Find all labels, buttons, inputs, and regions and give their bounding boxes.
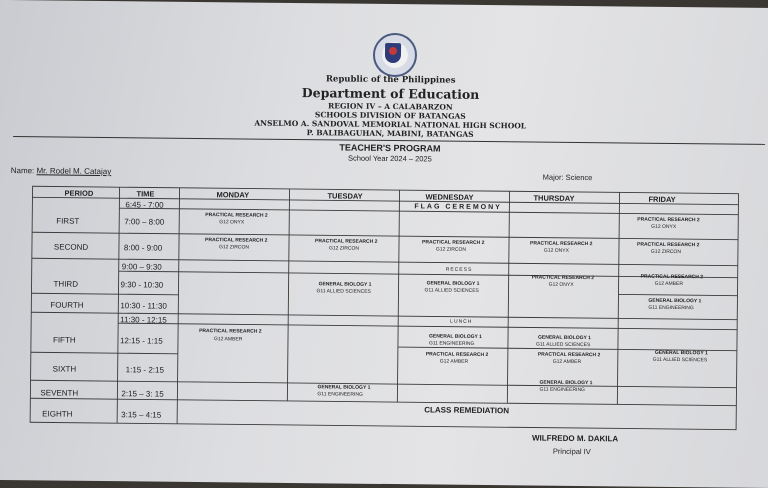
- lunch-band: LUNCH: [450, 318, 473, 325]
- class-section: G12 AMBER: [213, 336, 243, 343]
- class-remediation-band: CLASS REMEDIATION: [424, 405, 510, 416]
- header-division: SCHOOLS DIVISION OF BATANGAS: [314, 110, 466, 121]
- time-slot: 9:00 – 9:30: [121, 262, 162, 272]
- principal-position: Principal IV: [552, 446, 591, 457]
- class-section: G12 ZIRCON: [435, 246, 466, 253]
- col-header-tuesday: TUESDAY: [327, 191, 363, 201]
- header-republic: Republic of the Philippines: [325, 74, 456, 86]
- class-subject: PRACTICAL RESEARCH 2: [314, 238, 378, 245]
- flag-ceremony-band: FLAG CEREMONY: [414, 203, 502, 212]
- class-subject: GENERAL BIOLOGY 1: [539, 379, 593, 387]
- class-section: G11 ALLIED SCIENCES: [652, 356, 708, 364]
- time-slot: 10:30 - 11:30: [120, 301, 167, 311]
- school-year: School Year 2024 – 2025: [347, 153, 432, 164]
- class-subject: GENERAL BIOLOGY 1: [429, 333, 482, 340]
- class-subject: PRACTICAL RESEARCH 2: [529, 240, 593, 248]
- class-subject: PRACTICAL RESEARCH 2: [636, 241, 700, 249]
- class-subject: PRACTICAL RESEARCH 2: [199, 328, 262, 335]
- class-subject: PRACTICAL RESEARCH 2: [204, 237, 268, 244]
- class-section: G12 ZIRCON: [650, 248, 681, 256]
- period-eighth: EIGHTH: [42, 409, 73, 419]
- name-label: Name:: [10, 166, 35, 176]
- class-subject: GENERAL BIOLOGY 1: [537, 334, 591, 342]
- col-header-friday: FRIDAY: [648, 194, 676, 204]
- class-section: G12 ONYX: [651, 223, 677, 231]
- col-header-thursday: THURSDAY: [533, 193, 575, 203]
- major-field: Major: Science: [542, 172, 593, 183]
- class-section: G11 ALLIED SCIENCES: [316, 288, 371, 295]
- col-header-wednesday: WEDNESDAY: [425, 192, 474, 202]
- period-first: FIRST: [56, 216, 80, 226]
- principal-name: WILFREDO M. DAKILA: [531, 433, 619, 444]
- class-section: G12 ONYX: [548, 281, 574, 288]
- class-section: G11 ENGINEERING: [428, 340, 475, 347]
- class-subject: PRACTICAL RESEARCH 2: [637, 216, 700, 224]
- col-header-monday: MONDAY: [216, 190, 250, 200]
- class-section: G12 AMBER: [654, 280, 683, 288]
- header-address: P. BALIBAGUHAN, MABINI, BATANGAS: [306, 128, 474, 139]
- class-section: G12 ZIRCON: [328, 245, 359, 252]
- period-second: SECOND: [53, 242, 89, 252]
- class-subject: GENERAL BIOLOGY 1: [317, 384, 371, 391]
- time-slot: 6:45 - 7:00: [125, 200, 164, 210]
- class-subject: GENERAL BIOLOGY 1: [654, 349, 708, 357]
- class-subject: PRACTICAL RESEARCH 2: [640, 273, 704, 281]
- class-subject: GENERAL BIOLOGY 1: [648, 297, 702, 305]
- class-section: G12 ONYX: [219, 219, 245, 226]
- header-region: REGION IV – A CALABARZON: [328, 101, 453, 112]
- class-section: G12 AMBER: [552, 358, 582, 366]
- class-section: G11 ENGINEERING: [317, 391, 363, 398]
- time-slot: 1:15 - 2:15: [125, 365, 164, 375]
- class-subject: GENERAL BIOLOGY 1: [426, 280, 480, 287]
- class-subject: PRACTICAL RESEARCH 2: [205, 212, 268, 219]
- period-seventh: SEVENTH: [40, 388, 79, 398]
- program-title: TEACHER'S PROGRAM: [339, 142, 441, 154]
- time-slot: 3:15 – 4:15: [121, 410, 162, 420]
- class-subject: PRACTICAL RESEARCH 2: [531, 274, 595, 282]
- class-section: G11 ALLIED SCIENCES: [535, 341, 591, 349]
- time-slot: 2:15 – 3: 15: [121, 389, 164, 399]
- class-section: G12 AMBER: [439, 358, 469, 365]
- header-department: Department of Education: [301, 85, 480, 102]
- period-sixth: SIXTH: [52, 364, 77, 374]
- col-header-period: PERIOD: [64, 188, 94, 198]
- recess-band: RECESS: [445, 266, 473, 273]
- class-section: G11 ENGINEERING: [539, 386, 585, 394]
- class-subject: GENERAL BIOLOGY 1: [318, 281, 372, 288]
- class-subject: PRACTICAL RESEARCH 2: [421, 239, 485, 246]
- col-header-time: TIME: [136, 189, 155, 199]
- class-section: G12 ZIRCON: [218, 244, 250, 251]
- header-school: ANSELMO A. SANDOVAL MEMORIAL NATIONAL HIGH SCHOOL: [254, 118, 527, 131]
- period-fifth: FIFTH: [52, 335, 76, 345]
- teacher-name: Mr. Rodel M. Catajay: [36, 166, 112, 177]
- class-subject: PRACTICAL RESEARCH 2: [425, 351, 489, 359]
- time-slot: 12:15 - 1:15: [119, 336, 163, 346]
- class-section: G11 ALLIED SCIENCES: [424, 287, 479, 294]
- time-slot: 9:30 - 10:30: [120, 280, 164, 290]
- class-section: G12 ONYX: [543, 247, 569, 254]
- time-slot: 11:30 - 12:15: [120, 315, 167, 325]
- time-slot: 7:00 – 8:00: [124, 217, 165, 227]
- time-slot: 8:00 - 9:00: [123, 243, 163, 253]
- period-third: THIRD: [53, 279, 79, 289]
- class-subject: PRACTICAL RESEARCH 2: [537, 351, 601, 359]
- class-section: G11 ENGINEERING: [648, 304, 694, 312]
- period-fourth: FOURTH: [50, 300, 84, 310]
